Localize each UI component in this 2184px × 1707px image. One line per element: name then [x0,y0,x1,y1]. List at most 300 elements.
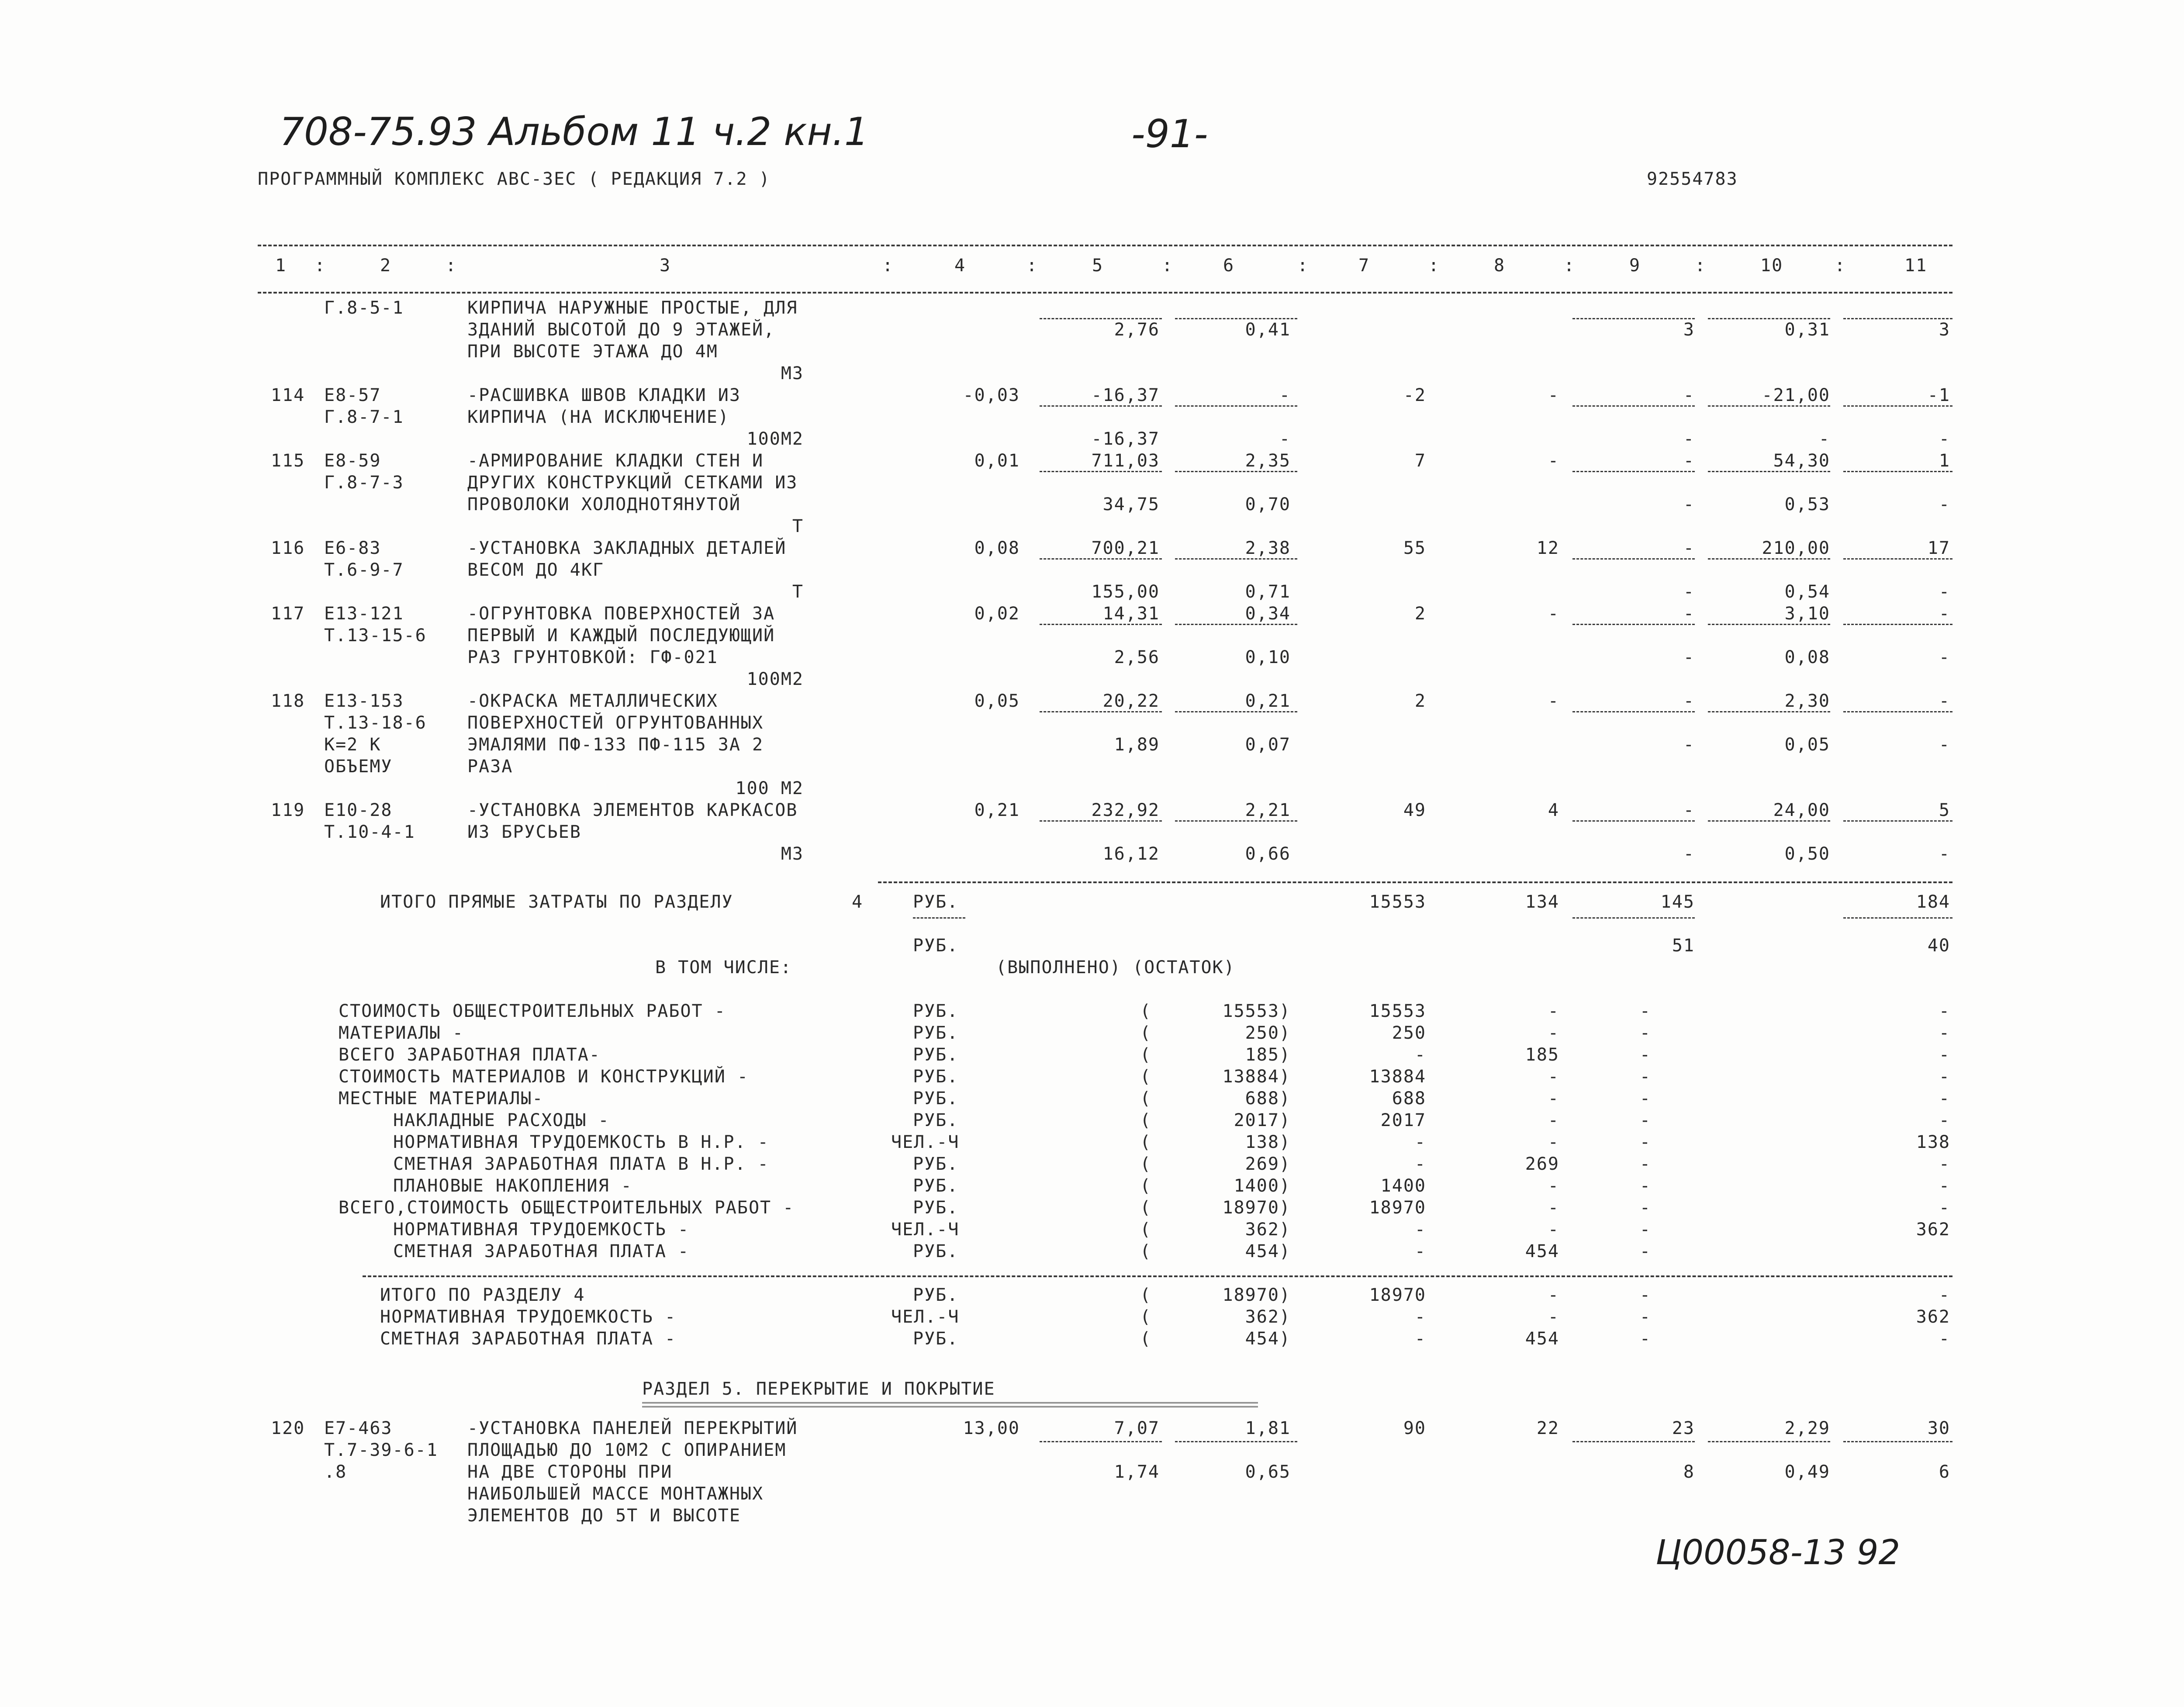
cell-underline [1843,624,1952,625]
cell-col11: - [1939,604,1950,624]
row-code: Г.8-7-3 [324,473,404,493]
breakdown-col8: - [1548,1110,1559,1130]
cell-underline [1040,820,1162,822]
row-description: ПРИ ВЫСОТЕ ЭТАЖА ДО 4М [467,342,718,362]
row-description: ЗДАНИЙ ВЫСОТОЙ ДО 9 ЭТАЖЕЙ, [467,320,775,340]
cell-col9-labor: - [1683,494,1695,515]
handwritten-page-number: -91- [1131,111,1208,156]
cell-underline [1572,624,1695,625]
section-total-label: СМЕТНАЯ ЗАРАБОТНАЯ ПЛАТА - [380,1329,677,1349]
breakdown-open-paren: ( [1140,1023,1152,1043]
breakdown-col9: - [1639,1132,1651,1152]
cell-underline [1843,1441,1952,1442]
document-code: 92554783 [1647,169,1738,189]
cell-col9: - [1683,451,1695,471]
cell-col5-labor: 34,75 [1102,494,1160,515]
breakdown-col7: 688 [1392,1088,1426,1109]
row-description: ДРУГИХ КОНСТРУКЦИЙ СЕТКАМИ ИЗ [467,473,798,493]
row-unit: 100М2 [746,669,804,689]
breakdown-paren-value: 688) [1245,1088,1291,1109]
breakdown-open-paren: ( [1140,1154,1152,1174]
breakdown-paren-value: 2017) [1234,1110,1291,1130]
breakdown-open-paren: ( [1140,1220,1152,1240]
cell-underline [1708,624,1830,625]
row-description: -АРМИРОВАНИЕ КЛАДКИ СТЕН И [467,451,764,471]
cell-underline [1708,820,1830,822]
breakdown-col8: - [1548,1198,1559,1218]
row-description: ПЕРВЫЙ И КАЖДЫЙ ПОСЛЕДУЮЩИЙ [467,625,775,646]
section-total-col7: - [1414,1329,1426,1349]
breakdown-col8: - [1548,1176,1559,1196]
cell-col9: - [1683,800,1695,820]
breakdown-paren-value: 13884) [1222,1067,1291,1087]
row-code: Е8-59 [324,451,381,471]
breakdown-col7: 18970 [1369,1198,1426,1218]
row-description: -РАСШИВКА ШВОВ КЛАДКИ ИЗ [467,385,741,405]
totals-col7: 15553 [1369,892,1426,912]
cell-col11: - [1939,691,1950,711]
cell-col11-labor: - [1939,494,1950,515]
breakdown-col7: - [1414,1220,1426,1240]
row-unit: М3 [781,844,804,864]
cell-col4: 0,08 [974,538,1020,558]
cell-col10-labor: 0,49 [1784,1462,1830,1482]
totals-unit: РУБ. [913,892,959,912]
breakdown-col8: - [1548,1088,1559,1109]
header-rule-bottom [258,292,1952,294]
row-description: НА ДВЕ СТОРОНЫ ПРИ [467,1462,673,1482]
section-total-col8: - [1548,1285,1559,1305]
cell-col5-cost: 2,76 [1114,320,1160,340]
cell-col10: 54,30 [1773,451,1830,471]
cell-col10-labor: 0,53 [1784,494,1830,515]
breakdown-label: СТОИМОСТЬ ОБЩЕСТРОИТЕЛЬНЫХ РАБОТ - [339,1001,726,1021]
section-total-col9: - [1639,1307,1651,1327]
breakdown-col11: - [1939,1088,1950,1109]
cell-col11-labor: - [1939,844,1950,864]
row-description: ИЗ БРУСЬЕВ [467,822,581,842]
cell-col11-labor: - [1939,647,1950,667]
breakdown-col9: - [1639,1176,1651,1196]
breakdown-unit: ЧЕЛ.-Ч [891,1220,960,1240]
cell-col5-cost: 7,07 [1114,1418,1160,1438]
breakdown-open-paren: ( [1140,1001,1152,1021]
cell-col11-labor: - [1939,735,1950,755]
cell-underline [1572,820,1695,822]
cell-underline [1040,471,1162,472]
breakdown-col7: - [1414,1154,1426,1174]
column-header-5: 5 [1092,256,1104,276]
cell-col4: 13,00 [963,1418,1020,1438]
cell-col6-cost: 2,38 [1245,538,1291,558]
row-code: Т.13-15-6 [324,625,427,646]
cell-col5-cost: 232,92 [1091,800,1160,820]
done-rest-label: (ВЫПОЛНЕНО) (ОСТАТОК) [996,957,1235,978]
row-description: ЭЛЕМЕНТОВ ДО 5Т И ВЫСОТЕ [467,1506,741,1526]
cell-underline [1175,405,1297,407]
breakdown-open-paren: ( [1140,1067,1152,1087]
column-header-1: 1 [275,256,287,276]
totals-col9: 145 [1660,892,1695,912]
breakdown-paren-value: 250) [1245,1023,1291,1043]
breakdown-paren-value: 454) [1245,1241,1291,1261]
breakdown-col8: - [1548,1220,1559,1240]
column-header-2: 2 [380,256,392,276]
breakdown-col11: 138 [1916,1132,1950,1152]
breakdown-paren-value: 362) [1245,1220,1291,1240]
breakdown-open-paren: ( [1140,1110,1152,1130]
breakdown-label: НОРМАТИВНАЯ ТРУДОЕМКОСТЬ - [393,1220,690,1240]
cell-col8: - [1548,385,1559,405]
row-code: Г.8-7-1 [324,407,404,427]
row-code: Е7-463 [324,1418,393,1438]
cell-col9-labor: - [1683,844,1695,864]
cell-col7: 55 [1403,538,1426,558]
breakdown-col9: - [1639,1241,1651,1261]
row-description: -УСТАНОВКА ЭЛЕМЕНТОВ КАРКАСОВ [467,800,798,820]
row-code: Е13-153 [324,691,404,711]
cell-col7: 49 [1403,800,1426,820]
breakdown-unit: РУБ. [913,1241,959,1261]
breakdown-label: МЕСТНЫЕ МАТЕРИАЛЫ- [339,1088,544,1109]
row-description: КИРПИЧА НАРУЖНЫЕ ПРОСТЫЕ, ДЛЯ [467,298,798,318]
cell-underline [1708,558,1830,560]
cell-underline [1040,318,1162,319]
cell-underline [1572,1441,1695,1442]
breakdown-unit: РУБ. [913,1067,959,1087]
breakdown-unit: РУБ. [913,1154,959,1174]
column-header-7: 7 [1358,256,1370,276]
cell-underline [1175,820,1297,822]
breakdown-label: СМЕТНАЯ ЗАРАБОТНАЯ ПЛАТА В Н.Р. - [393,1154,769,1174]
breakdown-label: СТОИМОСТЬ МАТЕРИАЛОВ И КОНСТРУКЦИЙ - [339,1067,749,1087]
cell-col4: 0,02 [974,604,1020,624]
cell-col5-cost: 14,31 [1102,604,1160,624]
breakdown-open-paren: ( [1140,1088,1152,1109]
column-separator: : [1428,256,1440,276]
row-code: Т.6-9-7 [324,560,404,580]
header-rule-top [258,245,1952,246]
column-header-11: 11 [1904,256,1928,276]
totals-section: 4 [852,892,864,912]
breakdown-col7: 13884 [1369,1067,1426,1087]
including-label: В ТОМ ЧИСЛЕ: [655,957,792,978]
column-separator: : [1564,256,1576,276]
row-description: ПОВЕРХНОСТЕЙ ОГРУНТОВАННЫХ [467,713,764,733]
cell-col6-labor: 0,10 [1245,647,1291,667]
cell-col11: 17 [1927,538,1950,558]
cell-col5-labor: 1,74 [1114,1462,1160,1482]
row-description: РАЗА [467,757,513,777]
cell-col8: - [1548,604,1559,624]
cell-underline [1843,711,1952,712]
program-line: ПРОГРАММНЫЙ КОМПЛЕКС АВС-3ЕС ( РЕДАКЦИЯ 7.2 ) [258,169,771,189]
breakdown-col11: 362 [1916,1220,1950,1240]
totals-rule [878,881,1952,883]
row-unit: Т [792,582,804,602]
cell-col9: 23 [1672,1418,1695,1438]
breakdown-label: НАКЛАДНЫЕ РАСХОДЫ - [393,1110,610,1130]
column-header-4: 4 [954,256,966,276]
cell-col6-cost: - [1279,385,1291,405]
row-unit: 100 М2 [735,778,804,798]
breakdown-paren-value: 138) [1245,1132,1291,1152]
cell-col5-labor: -16,37 [1091,429,1160,449]
breakdown-col11: - [1939,1154,1950,1174]
section-total-col11: 362 [1916,1307,1950,1327]
row-description: ВЕСОМ ДО 4КГ [467,560,604,580]
totals-col9-b: 51 [1672,936,1695,956]
cell-col8: 22 [1536,1418,1559,1438]
cell-col7: 7 [1414,451,1426,471]
breakdown-col8: 185 [1525,1045,1559,1065]
breakdown-col11: - [1939,1001,1950,1021]
row-code: К=2 К [324,735,381,755]
breakdown-col8: - [1548,1001,1559,1021]
row-description: РАЗ ГРУНТОВКОЙ: ГФ-021 [467,647,718,667]
row-code: Е10-28 [324,800,393,820]
section-total-paren-value: 454) [1245,1329,1291,1349]
cell-col6-cost: 0,41 [1245,320,1291,340]
cell-col11: -1 [1927,385,1950,405]
cell-col5-cost: 711,03 [1091,451,1160,471]
cell-col4: 0,01 [974,451,1020,471]
breakdown-col9: - [1639,1154,1651,1174]
section-total-col7: - [1414,1307,1426,1327]
breakdown-label: ПЛАНОВЫЕ НАКОПЛЕНИЯ - [393,1176,632,1196]
cell-col10: 2,30 [1784,691,1830,711]
cell-col10-labor: - [1818,429,1830,449]
cell-col6-cost: 0,34 [1245,604,1291,624]
cell-col9: - [1683,691,1695,711]
cell-col10-labor: 0,05 [1784,735,1830,755]
section-total-label: НОРМАТИВНАЯ ТРУДОЕМКОСТЬ - [380,1307,677,1327]
breakdown-open-paren: ( [1140,1241,1152,1261]
breakdown-unit: РУБ. [913,1176,959,1196]
cell-col7: 90 [1403,1418,1426,1438]
row-number: 117 [271,604,305,624]
cell-underline [1843,318,1952,319]
section-total-col7: 18970 [1369,1285,1426,1305]
cell-col11-labor: 6 [1939,1462,1950,1482]
row-number: 118 [271,691,305,711]
breakdown-col11: - [1939,1110,1950,1130]
row-number: 119 [271,800,305,820]
cell-col6-cost: 2,35 [1245,451,1291,471]
row-description: ПЛОЩАДЬЮ ДО 10М2 С ОПИРАНИЕМ [467,1440,787,1460]
breakdown-unit: РУБ. [913,1045,959,1065]
section-total-col9: - [1639,1329,1651,1349]
column-header-10: 10 [1760,256,1783,276]
breakdown-label: ВСЕГО,СТОИМОСТЬ ОБЩЕСТРОИТЕЛЬНЫХ РАБОТ - [339,1198,795,1218]
cell-col5-labor: 2,56 [1114,647,1160,667]
breakdown-col9: - [1639,1001,1651,1021]
breakdown-label: МАТЕРИАЛЫ - [339,1023,464,1043]
section-total-col9: - [1639,1285,1651,1305]
breakdown-col7: 250 [1392,1023,1426,1043]
breakdown-col11: - [1939,1198,1950,1218]
column-separator: : [882,256,894,276]
breakdown-col9: - [1639,1220,1651,1240]
cell-col4: 0,05 [974,691,1020,711]
cell-col9: - [1683,385,1695,405]
row-description: -ОКРАСКА МЕТАЛЛИЧЕСКИХ [467,691,718,711]
breakdown-col7: - [1414,1132,1426,1152]
breakdown-col11: - [1939,1067,1950,1087]
section-total-col8: 454 [1525,1329,1559,1349]
cell-col5-cost: -16,37 [1091,385,1160,405]
cell-col5-cost: 20,22 [1102,691,1160,711]
section-total-col11: - [1939,1285,1950,1305]
row-code: Т.13-18-6 [324,713,427,733]
cell-underline [1843,820,1952,822]
column-header-6: 6 [1223,256,1235,276]
cell-underline [1040,558,1162,560]
row-code: Г.8-5-1 [324,298,404,318]
cell-col9: - [1683,604,1695,624]
column-header-9: 9 [1629,256,1641,276]
cell-underline [1708,405,1830,407]
row-description: -УСТАНОВКА ЗАКЛАДНЫХ ДЕТАЛЕЙ [467,538,787,558]
row-number: 120 [271,1418,305,1438]
row-unit: Т [792,516,804,536]
row-description: -УСТАНОВКА ПАНЕЛЕЙ ПЕРЕКРЫТИЙ [467,1418,798,1438]
cell-col11: 5 [1939,800,1950,820]
cell-col10: 3,10 [1784,604,1830,624]
section-totals-rule [363,1275,1952,1277]
breakdown-col7: - [1414,1045,1426,1065]
row-code: Е6-83 [324,538,381,558]
breakdown-col8: - [1548,1023,1559,1043]
section-total-open-paren: ( [1140,1329,1152,1349]
totals-underline [1843,917,1952,919]
breakdown-label: ВСЕГО ЗАРАБОТНАЯ ПЛАТА- [339,1045,601,1065]
column-separator: : [1026,256,1038,276]
totals-label: ИТОГО ПРЯМЫЕ ЗАТРАТЫ ПО РАЗДЕЛУ [380,892,733,912]
section-total-paren-value: 362) [1245,1307,1291,1327]
row-description: ПРОВОЛОКИ ХОЛОДНОТЯНУТОЙ [467,494,741,515]
breakdown-col11: - [1939,1045,1950,1065]
totals-underline [1572,917,1695,919]
row-unit: М3 [781,363,804,384]
breakdown-col8: - [1548,1067,1559,1087]
cell-underline [1175,711,1297,712]
cell-underline [1572,711,1695,712]
breakdown-col9: - [1639,1110,1651,1130]
row-code: Т.7-39-6-1 [324,1440,438,1460]
cell-col10: 2,29 [1784,1418,1830,1438]
cell-underline [1572,558,1695,560]
row-code: Е8-57 [324,385,381,405]
cell-col8: 12 [1536,538,1559,558]
cell-col6-cost: 2,21 [1245,800,1291,820]
breakdown-unit: РУБ. [913,1001,959,1021]
section-total-paren-value: 18970) [1222,1285,1291,1305]
row-number: 116 [271,538,305,558]
breakdown-open-paren: ( [1140,1132,1152,1152]
cell-col7: -2 [1403,385,1426,405]
cell-col6-labor: 0,71 [1245,582,1291,602]
section-title-underline [642,1402,1258,1407]
breakdown-label: НОРМАТИВНАЯ ТРУДОЕМКОСТЬ В Н.Р. - [393,1132,769,1152]
cell-underline [1175,558,1297,560]
cell-underline [1708,318,1830,319]
cell-col6-labor: 0,66 [1245,844,1291,864]
breakdown-paren-value: 269) [1245,1154,1291,1174]
row-number: 114 [271,385,305,405]
row-description: -ОГРУНТОВКА ПОВЕРХНОСТЕЙ ЗА [467,604,775,624]
cell-col6-cost: 1,81 [1245,1418,1291,1438]
breakdown-col9: - [1639,1045,1651,1065]
column-separator: : [314,256,326,276]
totals-col8: 134 [1525,892,1559,912]
cell-underline [1040,1441,1162,1442]
cell-col6-labor: 0,07 [1245,735,1291,755]
cell-underline [1572,318,1695,319]
breakdown-unit: РУБ. [913,1088,959,1109]
cell-col11: 3 [1939,320,1950,340]
column-separator: : [1835,256,1846,276]
breakdown-col8: - [1548,1132,1559,1152]
breakdown-col8: 454 [1525,1241,1559,1261]
breakdown-unit: РУБ. [913,1023,959,1043]
cell-col6-cost: 0,21 [1245,691,1291,711]
section-total-unit: ЧЕЛ.-Ч [891,1307,960,1327]
cell-col9: 3 [1683,320,1695,340]
section-total-col8: - [1548,1307,1559,1327]
column-header-3: 3 [660,256,671,276]
breakdown-col9: - [1639,1067,1651,1087]
column-separator: : [446,256,457,276]
cell-underline [1708,471,1830,472]
section-total-unit: РУБ. [913,1329,959,1349]
cell-col8: - [1548,691,1559,711]
cell-col11-labor: - [1939,582,1950,602]
column-header-8: 8 [1494,256,1506,276]
breakdown-paren-value: 15553) [1222,1001,1291,1021]
row-code: Е13-121 [324,604,404,624]
cell-underline [1572,405,1695,407]
breakdown-open-paren: ( [1140,1045,1152,1065]
cell-col4: -0,03 [963,385,1020,405]
row-code: .8 [324,1462,347,1482]
section-total-col11: - [1939,1329,1950,1349]
cell-col11: 30 [1927,1418,1950,1438]
breakdown-paren-value: 185) [1245,1045,1291,1065]
cell-col10: 0,31 [1784,320,1830,340]
cell-col10-labor: 0,08 [1784,647,1830,667]
cell-col9-labor: - [1683,647,1695,667]
breakdown-col11: - [1939,1176,1950,1196]
cell-col10-labor: 0,50 [1784,844,1830,864]
cell-underline [1040,711,1162,712]
cell-underline [1708,711,1830,712]
breakdown-col9: - [1639,1198,1651,1218]
breakdown-col7: 2017 [1380,1110,1426,1130]
cell-col9-labor: - [1683,735,1695,755]
cell-underline [1708,1441,1830,1442]
cell-col6-labor: 0,70 [1245,494,1291,515]
cell-col8: 4 [1548,800,1559,820]
cell-underline [1843,471,1952,472]
cell-col9-labor: 8 [1683,1462,1695,1482]
cell-col5-labor: 155,00 [1091,582,1160,602]
breakdown-label: СМЕТНАЯ ЗАРАБОТНАЯ ПЛАТА - [393,1241,690,1261]
breakdown-paren-value: 18970) [1222,1198,1291,1218]
breakdown-col7: 1400 [1380,1176,1426,1196]
totals-underline [913,917,965,919]
cell-col4: 0,21 [974,800,1020,820]
